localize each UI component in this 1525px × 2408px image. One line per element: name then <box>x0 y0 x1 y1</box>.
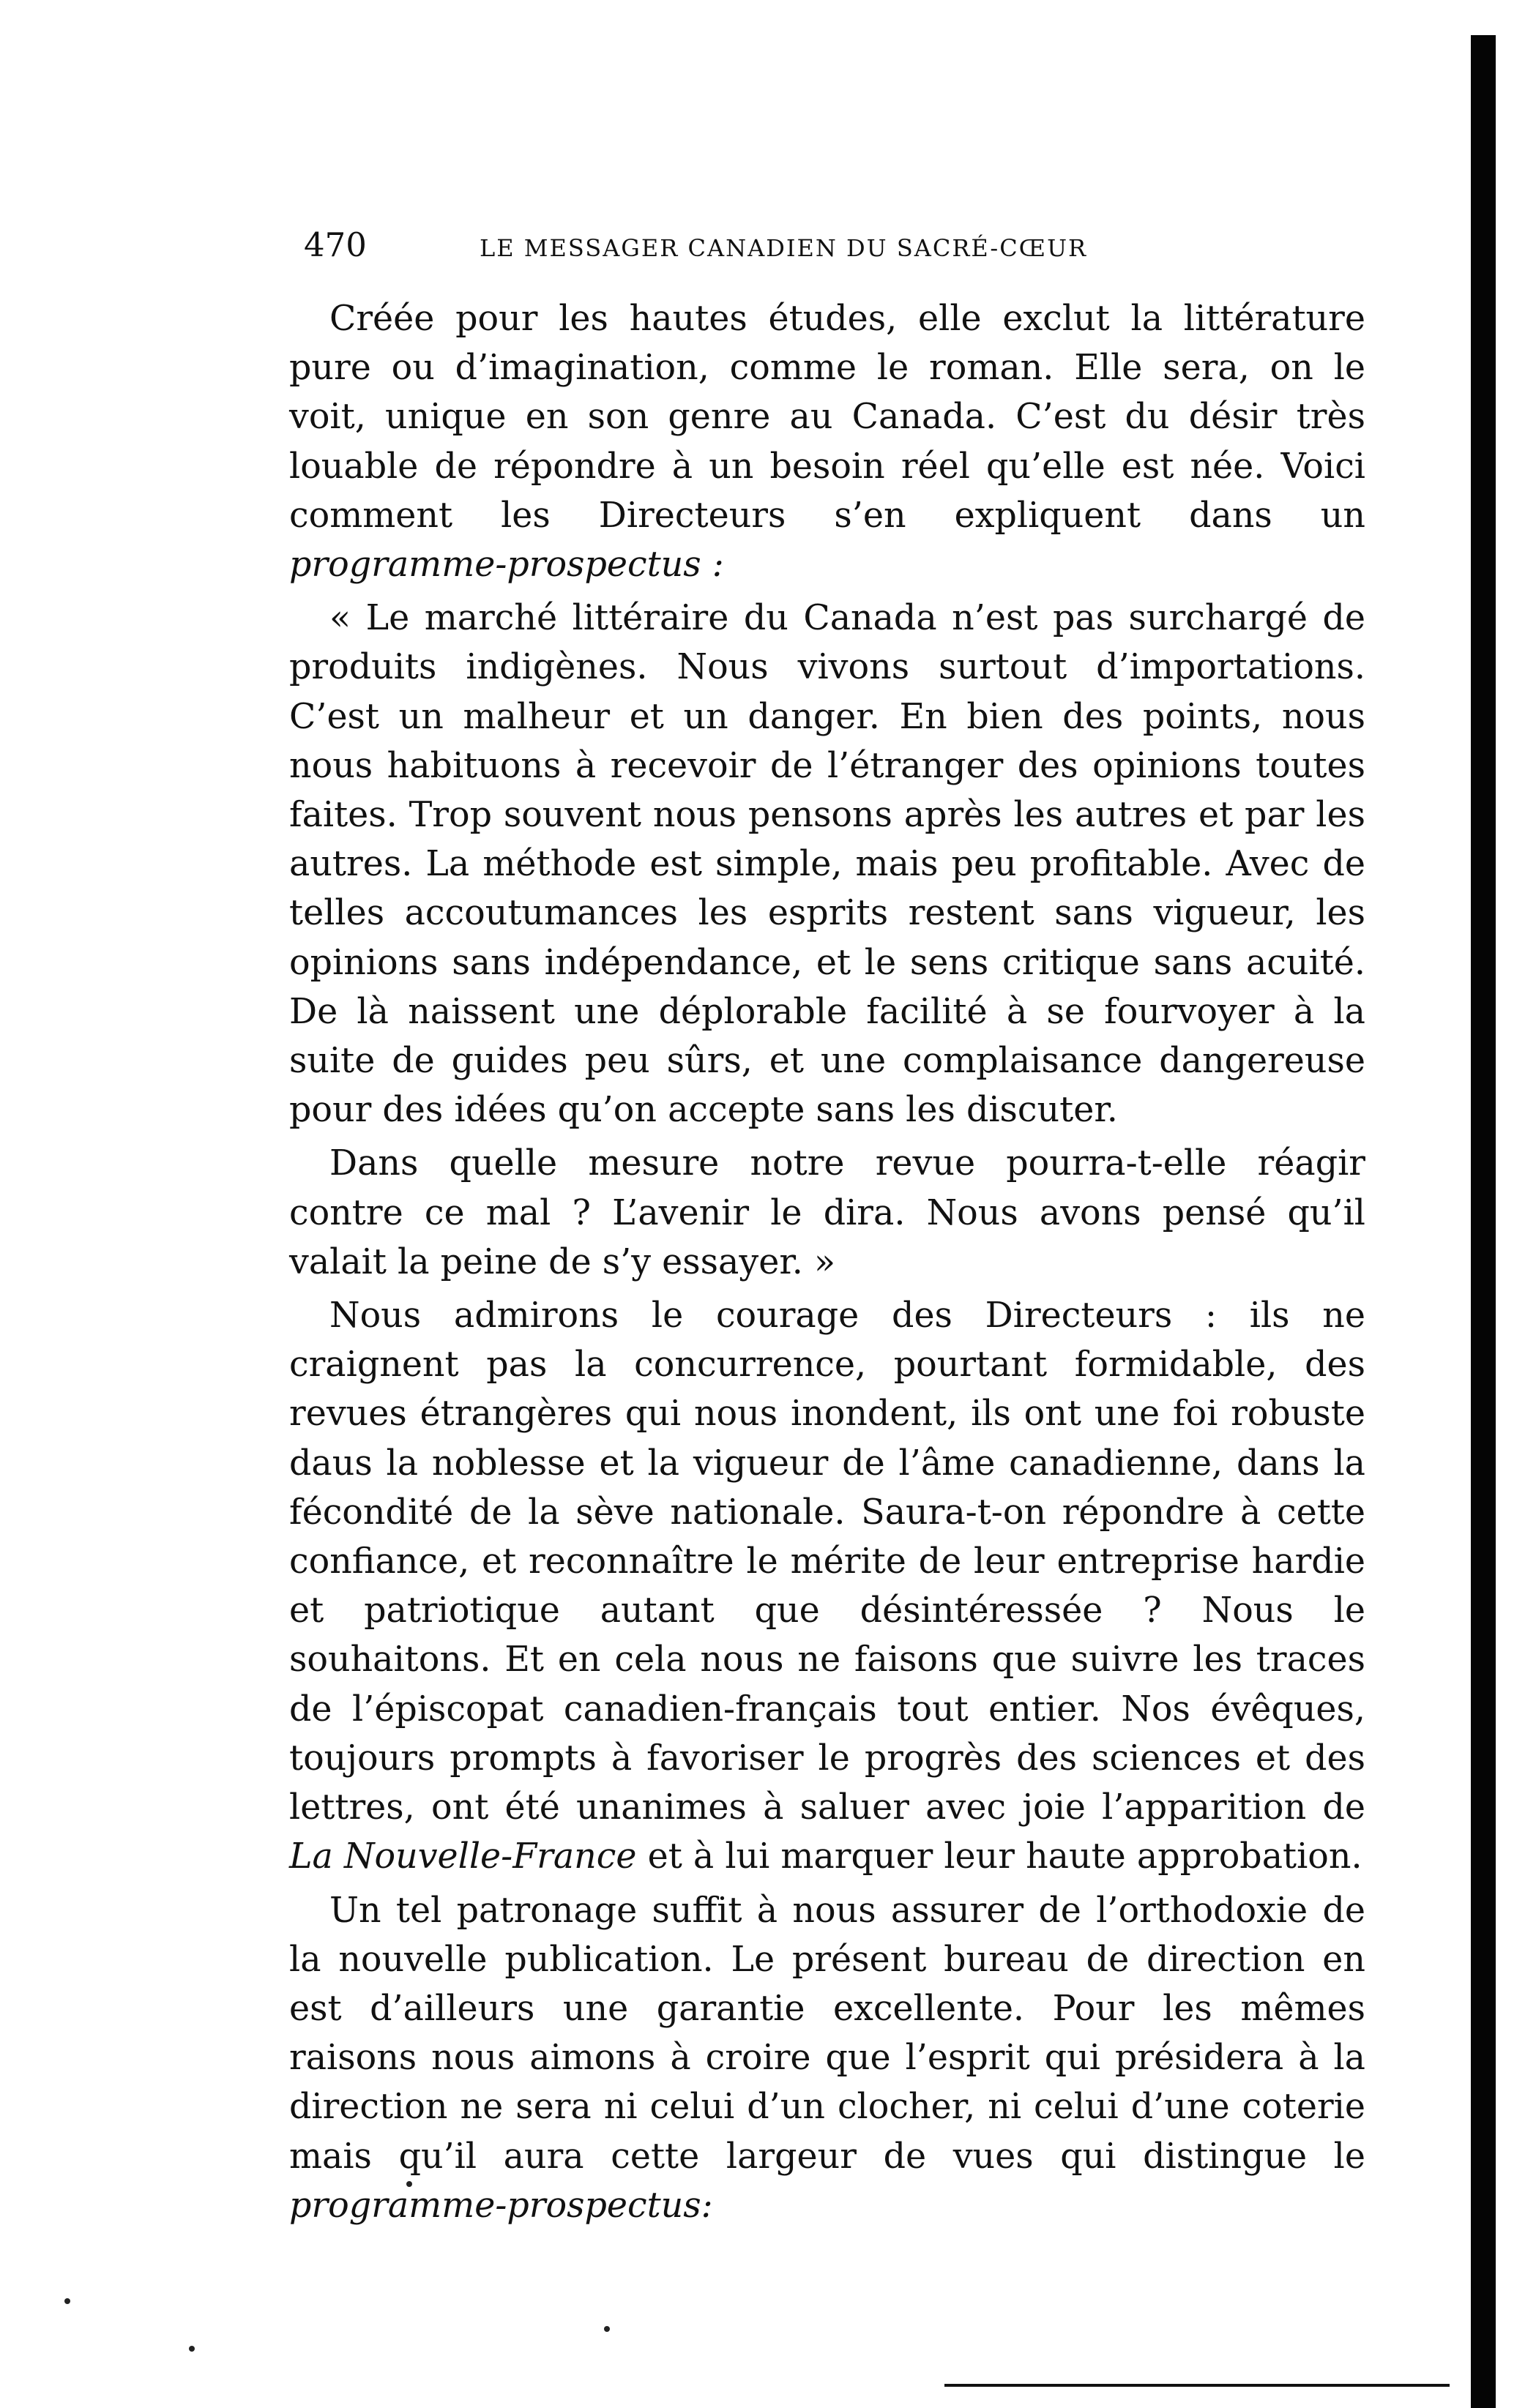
italic-title: programme-prospectus: <box>289 2185 713 2226</box>
ink-speck <box>604 2326 610 2332</box>
paragraph <box>289 1886 1365 2230</box>
paragraph-text: et à lui marquer leur haute approbation. <box>636 1836 1362 1877</box>
paragraph-quote <box>289 594 1365 1134</box>
ink-speck <box>64 2298 70 2304</box>
ink-speck <box>189 2346 195 2352</box>
paragraph <box>289 294 1365 589</box>
bottom-rule <box>944 2384 1450 2387</box>
body-text <box>289 294 1365 2235</box>
running-title: LE MESSAGER CANADIEN DU SACRÉ-CŒUR <box>480 234 1088 262</box>
paragraph-text: Dans quelle mesure notre revue pourra-t-elle réagir contre ce mal ? L’avenir le dira. Nous avons pensé qu’il valait la peine de s’y essayer. » <box>289 1143 1365 1282</box>
page-header <box>304 223 1365 267</box>
italic-title: programme-prospectus : <box>289 545 724 586</box>
paragraph-text: « Le marché littéraire du Canada n’est pas surchargé de produits indigènes. Nous vivons surtout d’importations. C’est un malheur et un danger. En bien des points, nous nous habituons à recevoir de l’étranger des opinions toutes faites. Trop souvent nous pensons après les autres et par les autres. La méthode est simple, mais peu profitable. Avec de telles accoutumances les esprits restent sans vigueur, les opinions sans indépendance, et le sens critique sans acuité. De là naissent une déplorable facilité à se fourvoyer à la suite de guides peu sûrs, et une complaisance dangereuse pour des idées qu’on accepte sans les discuter. <box>289 598 1365 1131</box>
paragraph-text: Créée pour les hautes études, elle exclut la littérature pure ou d’imagination, comme le roman. Elle sera, on le voit, unique en son genre au Canada. C’est du désir très louable de répondre à un besoin réel qu’elle est née. Voici comment les Directeurs s’en expliquent dans un <box>289 299 1365 536</box>
paragraph-text: Nous admirons le courage des Directeurs : ils ne craignent pas la concurrence, pourtant formidable, des revues étrangères qui nous inondent, ils ont une foi robuste daus la noblesse et la vigueur de l’âme canadienne, dans la fécondité de la sève nationale. Saura-t-on répondre à cette confiance, et reconnaître le mérite de leur entreprise hardie et patriotique autant que désintéressée ? Nous le souhaitons. Et en cela nous ne faisons que suivre les traces de l’épiscopat canadien-français tout entier. Nos évêques, toujours prompts à favoriser le progrès des sciences et des lettres, ont été unanimes à saluer avec joie l’apparition de <box>289 1295 1365 1828</box>
italic-title: La Nouvelle-France <box>289 1836 637 1877</box>
paragraph-quote <box>289 1139 1365 1287</box>
paragraph <box>289 1291 1365 1881</box>
page-number: 470 <box>304 225 367 264</box>
paragraph-text: Un tel patronage suffit à nous assurer de l’orthodoxie de la nouvelle publication. Le présent bureau de direction en est d’ailleurs une garantie excellente. Pour les mêmes raisons nous aimons à croire que l’esprit qui présidera à la direction ne sera ni celui d’un clocher, ni celui d’une coterie mais qu’il aura cette largeur de vues qui distingue le <box>289 1890 1365 2177</box>
page-edge-shadow <box>1471 35 1496 2408</box>
